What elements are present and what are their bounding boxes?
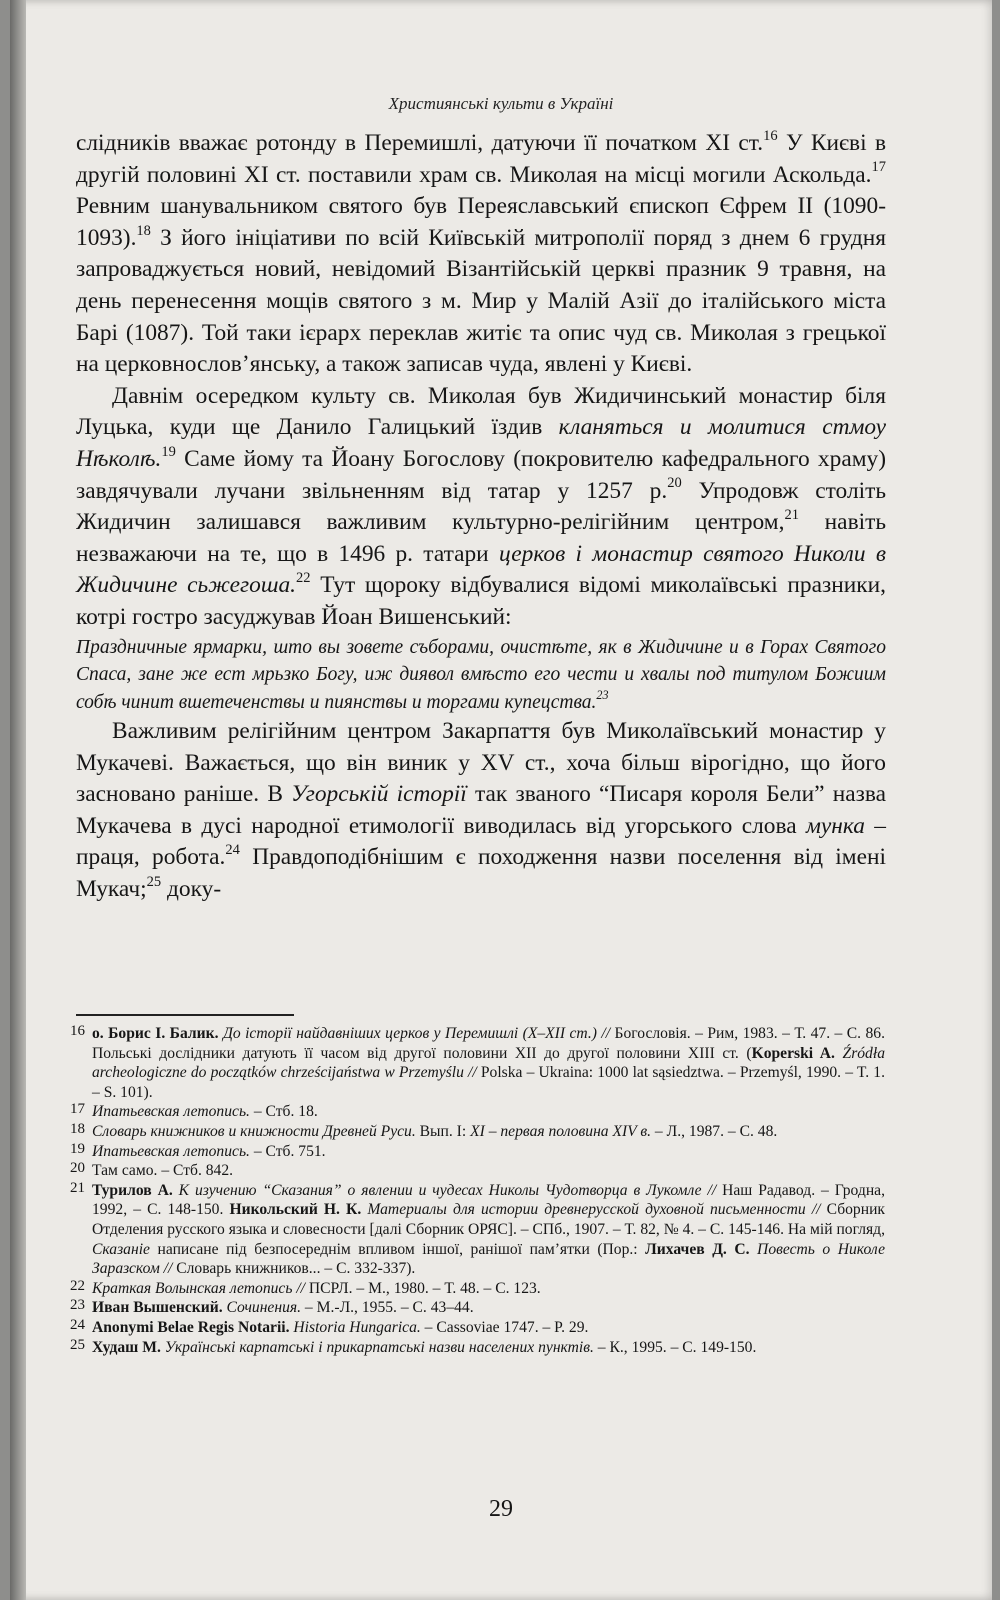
block-quote: Праздничные ярмарки, што вы зовете съборами, очистѣте, як в Жидичине и в Горах Святого Спаса, зане же ест мрьзко Богу, иж диявол вмѣсто его чести и хвалы под титулом Божиим собѣ чинит вшетеченствы и пиянствы и торгами купецства.$^{23}$: [76, 636, 886, 713]
footnote-ref: 19: [161, 443, 176, 460]
footnote-separator: [76, 1014, 294, 1016]
footnote-16: 16 о. Борис І. Балик. До історії найдавніших церков у Перемишлі (X–XII ст.) // Богословія. – Рим, 1983. – Т. 47. – С. 86. Польські дослідники датують її часом від другої половини XII до другої половини XIII ст. (Koperski A. Źródła archeologiczne do początków chrześcijaństwa w Przemyślu // Polska – Ukraina: 1000 lat sąsiedztwa. – Przemyśl, 1990. – T. 1. – S. 101).: [70, 1023, 886, 1101]
footnote-20: 20 Там само. – Стб. 842.: [70, 1160, 234, 1180]
page-number: 29: [489, 1496, 513, 1522]
footnote-19: 19 Ипатьевская летопись. – Стб. 751.: [70, 1140, 326, 1160]
footnote-ref: 22: [296, 570, 311, 587]
book-spine-shadow: [10, 0, 26, 1600]
paragraph-1: слідників вважає ротонду в Перемишлі, датуючи її початком XI ст.$^{16}$ У Києві в другій половині XI ст. поставили храм св. Миколая на місці могили Аскольда.$^{17}$ Ревним шанувальником святого був Переяславський єпископ Єфрем II (1090-1093).$^{18}$ З його ініціативи по всій Київській митрополії поряд з днем 6 грудня запроваджується новий, невідомий Візантійській церкві празник 9 травня, на день перенесення мощів святого з м. Мир у Малій Азії до італійського міста Барі (1087). Той таки ієрарх переклав житіє та опис чуд св. Миколая з грецької на церковнослов’янську, а також записав чуда, явлені у Києві.: [76, 127, 886, 378]
footnote-24: 24 Anonymi Belae Regis Notarii. Historia Hungarica. – Cassoviae 1747. – P. 29.: [70, 1316, 589, 1336]
footnote-17: 17 Ипатьевская летопись. – Стб. 18.: [70, 1101, 318, 1121]
footnote-ref: 25: [146, 873, 162, 890]
paragraph-2: Давнім осередком культу св. Миколая був Жидичинський монастир біля Луцька, куди ще Данило Галицький їздив кланяться и молитися стмоу Нѣколѣ.$^{19}$ Саме йому та Йоану Богослову (покровителю кафедрального храму) завдячували лучани звільненням від татар у 1257 р.$^{20}$ Упродовж століть Жидичин залишався важливим культурно-релігійним центром,$^{21}$ навіть незважаючи на те, що в 1496 р. татари церков і монастир святого Николи в Жидичине сьжегоша.$^{22}$ Тут щороку відбувалися відомі миколаївські празники, котрі гостро засуджував Йоан Вишенський:: [76, 382, 887, 630]
book-page: [10, 0, 992, 1600]
footnote-ref: 20: [667, 475, 682, 492]
footnote-21: 21 Турилов А. К изучению “Сказания” о явлении и чудесах Николы Чудотворца в Лукомле // Наш Радавод. – Гродна, 1992, – С. 148-150. Никольский Н. К. Материалы для истории древнерусской духовной письменности // Сборник Отделения русского языка и словесности [далі Сборник ОРЯС]. – СПб., 1907. – Т. 82, № 4. – С. 145-146. На мій погляд, Сказаніе написане під безпосереднім впливом іншої, ранішої пам’ятки (Пор.: Лихачев Д. С. Повесть о Николе Заразском // Словарь книжников... – С. 332-337).: [70, 1179, 886, 1278]
footnote-18: 18 Словарь книжников и книжности Древней Руси. Вып. I: XI – первая половина XIV в. – Л., 1987. – С. 48.: [70, 1120, 778, 1140]
paragraph-3: Важливим релігійним центром Закарпаття був Миколаївський монастир у Мукачеві. Важається, що він виник у XV ст., хоча більш вірогідно, що його засновано раніше. В Угорській історії так званого “Писаря короля Бели” назва Мукачева в дусі народної етимології виводилась від угорського слова мунка – праця, робота.$^{24}$ Правдоподібнішим є походження назви поселення від імені Мукач;$^{25}$ доку-: [76, 718, 887, 902]
footnote-ref: 24: [225, 842, 240, 859]
footnote-23: 23 Иван Вышенский. Сочинения. – М.-Л., 1955. – С. 43–44.: [70, 1297, 474, 1317]
footnote-ref: 18: [136, 222, 151, 239]
footnote-ref: 23: [596, 687, 609, 702]
footnote-22: 22 Краткая Волынская летопись // ПСРЛ. – М., 1980. – Т. 48. – С. 123.: [70, 1277, 541, 1297]
running-head: Християнські культи в Україні: [388, 94, 614, 113]
footnotes: [70, 1024, 885, 1357]
footnote-ref: 17: [871, 159, 886, 176]
footnote-ref: 16: [763, 127, 778, 144]
main-text: [76, 128, 886, 906]
footnote-25: 25 Худаш М. Українські карпатські і прикарпатські назви населених пунктів. – К., 1995. – С. 149-150.: [70, 1336, 757, 1356]
footnote-ref: 21: [784, 506, 799, 523]
